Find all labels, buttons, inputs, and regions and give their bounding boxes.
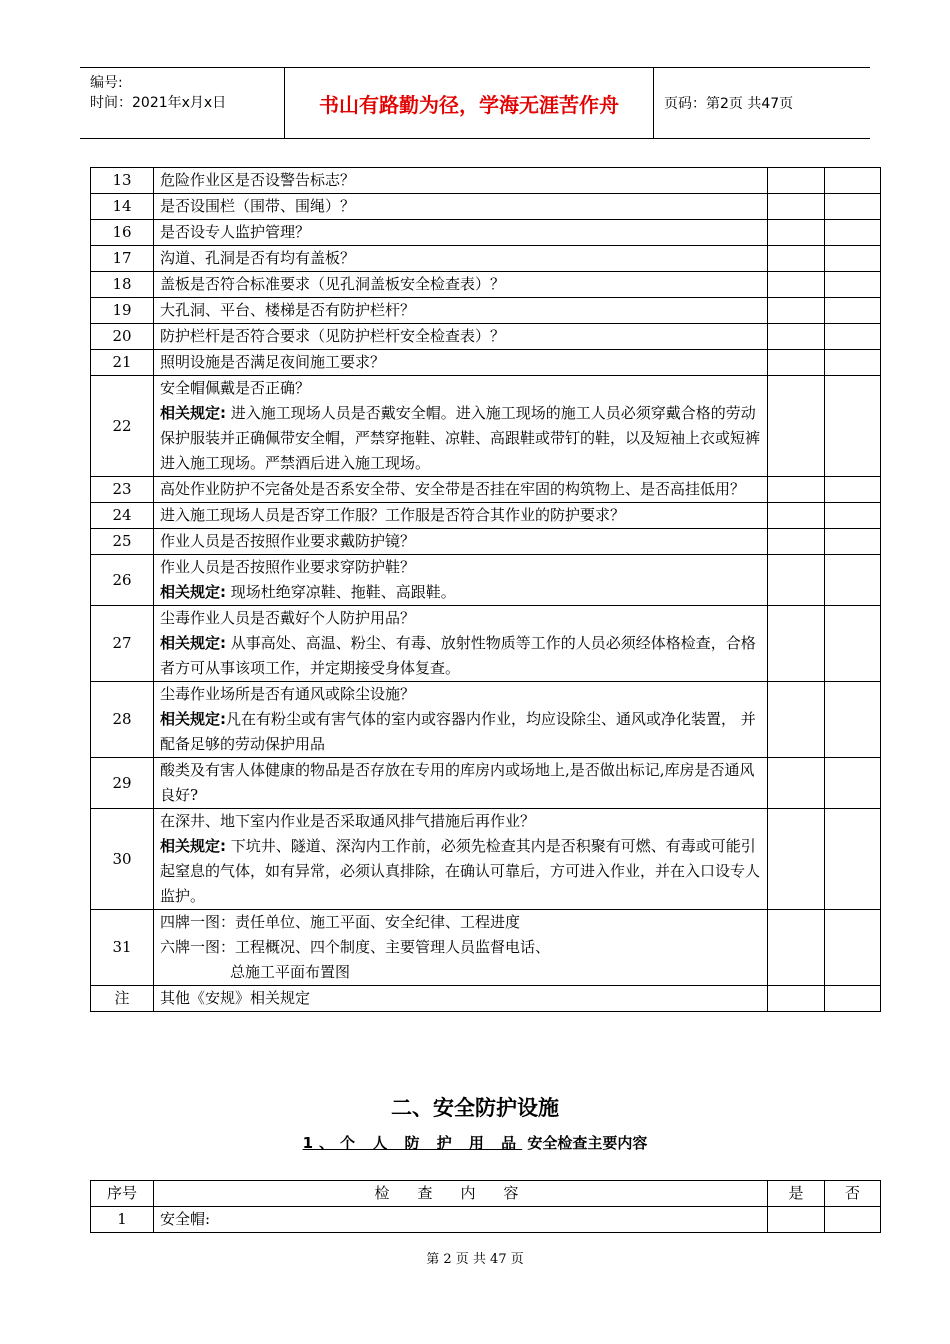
rule-text: 进入施工现场人员是否戴安全帽。进入施工现场的施工人员必须穿戴合格的劳动保护服装并正确佩带安全帽，严禁穿拖鞋、凉鞋、高跟鞋或带钉的鞋，以及短袖上衣或短裤进入施工现场。严禁酒后进入施工现场。 — [160, 404, 761, 472]
row-question: 危险作业区是否设警告标志？ — [154, 168, 768, 194]
table-row — [91, 503, 881, 529]
no-cell[interactable] — [825, 168, 881, 194]
rule-label: 相关规定: — [160, 710, 226, 728]
header-date: 时间：2021年x月x日 — [90, 95, 227, 111]
row-number: 21 — [91, 350, 154, 376]
question-text: 作业人员是否按照作业要求穿防护鞋？ — [160, 558, 416, 576]
no-cell[interactable] — [825, 758, 881, 809]
no-cell[interactable] — [825, 350, 881, 376]
no-cell[interactable] — [825, 477, 881, 503]
no-cell[interactable] — [825, 503, 881, 529]
table-row — [91, 194, 881, 220]
yes-cell[interactable] — [768, 555, 825, 606]
section-subtitle — [0, 1132, 950, 1153]
row-item: 安全帽: — [154, 1207, 768, 1233]
question-text: 安全帽佩戴是否正确？ — [160, 379, 311, 397]
yes-cell[interactable] — [768, 682, 825, 758]
row-question: 酸类及有害人体健康的物品是否存放在专用的库房内或场地上,是否做出标记,库房是否通风良好? — [154, 758, 768, 809]
no-cell[interactable] — [825, 246, 881, 272]
yes-cell[interactable] — [768, 606, 825, 682]
subtitle-underlined: 1、个 人 防 护 用 品 — [302, 1134, 523, 1152]
question-text: 尘毒作业人员是否戴好个人防护用品？ — [160, 609, 416, 627]
row-number: 30 — [91, 809, 154, 910]
no-cell[interactable] — [825, 809, 881, 910]
yes-cell[interactable] — [768, 246, 825, 272]
row-number: 17 — [91, 246, 154, 272]
no-cell[interactable] — [825, 986, 881, 1012]
header-no: 否 — [825, 1181, 881, 1207]
row-number: 23 — [91, 477, 154, 503]
subtitle-rest: 安全检查主要内容 — [522, 1134, 648, 1152]
table-row — [91, 606, 881, 682]
no-cell[interactable] — [825, 272, 881, 298]
table-row — [91, 682, 881, 758]
header-seq: 序号 — [91, 1181, 154, 1207]
row-question: 盖板是否符合标准要求（见孔洞盖板安全检查表）？ — [154, 272, 768, 298]
yes-cell[interactable] — [768, 910, 825, 986]
table-row — [91, 376, 881, 477]
table-row — [91, 246, 881, 272]
checklist-table — [90, 167, 881, 1012]
yes-cell[interactable] — [768, 324, 825, 350]
table-row — [91, 168, 881, 194]
table-row — [91, 758, 881, 809]
question-text: 尘毒作业场所是否有通风或除尘设施？ — [160, 685, 416, 703]
row-number: 27 — [91, 606, 154, 682]
question-text: 在深井、地下室内作业是否采取通风排气措施后再作业？ — [160, 812, 536, 830]
row-number: 25 — [91, 529, 154, 555]
row-question: 沟道、孔洞是否有均有盖板？ — [154, 246, 768, 272]
table-row — [91, 350, 881, 376]
row-number: 注 — [91, 986, 154, 1012]
table-row — [91, 220, 881, 246]
row-question: 是否设围栏（围带、围绳）？ — [154, 194, 768, 220]
row-number: 20 — [91, 324, 154, 350]
header-yes: 是 — [768, 1181, 825, 1207]
signboard-line-3: 总施工平面布置图 — [230, 963, 351, 981]
row-number: 22 — [91, 376, 154, 477]
yes-cell[interactable] — [768, 986, 825, 1012]
no-cell[interactable] — [825, 910, 881, 986]
rule-text: 从事高处、高温、粉尘、有毒、放射性物质等工作的人员必须经体格检查，合格者方可从事该项工作，并定期接受身体复查。 — [160, 634, 756, 677]
yes-cell[interactable] — [768, 194, 825, 220]
rule-label: 相关规定: — [160, 583, 226, 601]
row-number: 19 — [91, 298, 154, 324]
table-row — [91, 477, 881, 503]
row-question: 进入施工现场人员是否穿工作服？工作服是否符合其作业的防护要求？ — [154, 503, 768, 529]
page-header — [80, 67, 870, 139]
rule-text: 现场杜绝穿凉鞋、拖鞋、高跟鞋。 — [230, 583, 456, 601]
rule-label: 相关规定: — [160, 404, 226, 422]
row-question: 其他《安规》相关规定 — [154, 986, 768, 1012]
row-question — [154, 682, 768, 758]
row-question: 大孔洞、平台、楼梯是否有防护栏杆？ — [154, 298, 768, 324]
table-row — [91, 298, 881, 324]
table-row — [91, 986, 881, 1012]
yes-cell[interactable] — [768, 477, 825, 503]
table-row — [91, 809, 881, 910]
signboard-line-1: 四牌一图：责任单位、施工平面、安全纪律、工程进度 — [160, 913, 521, 931]
section-title: 二、安全防护设施 — [391, 1096, 559, 1120]
row-number: 31 — [91, 910, 154, 986]
page-footer: 第 2 页 共 47 页 — [426, 1252, 524, 1267]
row-question — [154, 376, 768, 477]
yes-cell[interactable] — [768, 503, 825, 529]
yes-cell[interactable] — [768, 350, 825, 376]
row-number: 16 — [91, 220, 154, 246]
row-number: 18 — [91, 272, 154, 298]
row-question — [154, 910, 768, 986]
no-cell[interactable] — [825, 1207, 881, 1233]
header-number: 编号: — [90, 75, 123, 91]
table-row — [91, 1207, 881, 1233]
row-number: 28 — [91, 682, 154, 758]
no-cell[interactable] — [825, 555, 881, 606]
header-motto: 书山有路勤为径，学海无涯苦作舟 — [285, 68, 654, 138]
rule-text: 下坑井、隧道、深沟内工作前，必须先检查其内是否积聚有可燃、有毒或可能引起窒息的气体，如有异常，必须认真排除，在确认可靠后，方可进入作业，并在入口设专人监护。 — [160, 837, 761, 905]
row-question — [154, 555, 768, 606]
row-question — [154, 809, 768, 910]
no-cell[interactable] — [825, 298, 881, 324]
rule-text: 凡在有粉尘或有害气体的室内或容器内作业，均应设除尘、通风或净化装置， 并配备足够的劳动保护用品 — [160, 710, 756, 753]
row-question: 是否设专人监护管理？ — [154, 220, 768, 246]
no-cell[interactable] — [825, 606, 881, 682]
no-cell[interactable] — [825, 682, 881, 758]
signboard-line-2: 六牌一图：工程概况、四个制度、主要管理人员监督电话、 — [160, 938, 551, 956]
yes-cell[interactable] — [768, 1207, 825, 1233]
yes-cell[interactable] — [768, 272, 825, 298]
yes-cell[interactable] — [768, 298, 825, 324]
row-question — [154, 606, 768, 682]
no-cell[interactable] — [825, 220, 881, 246]
row-number: 13 — [91, 168, 154, 194]
header-page-info: 页码：第2页 共47页 — [664, 96, 794, 112]
table-row — [91, 324, 881, 350]
table-row — [91, 910, 881, 986]
row-number: 1 — [91, 1207, 154, 1233]
no-cell[interactable] — [825, 194, 881, 220]
row-question: 防护栏杆是否符合要求（见防护栏杆安全检查表）？ — [154, 324, 768, 350]
table-header-row — [91, 1181, 881, 1207]
rule-label: 相关规定: — [160, 634, 226, 652]
header-meta — [80, 68, 285, 138]
no-cell[interactable] — [825, 529, 881, 555]
yes-cell[interactable] — [768, 758, 825, 809]
no-cell[interactable] — [825, 324, 881, 350]
row-question: 照明设施是否满足夜间施工要求？ — [154, 350, 768, 376]
row-question: 高处作业防护不完备处是否系安全带、安全带是否挂在牢固的构筑物上、是否高挂低用？ — [154, 477, 768, 503]
header-content — [154, 1181, 768, 1207]
yes-cell[interactable] — [768, 376, 825, 477]
table-row — [91, 555, 881, 606]
ppe-checklist-table — [90, 1180, 881, 1233]
rule-label: 相关规定: — [160, 837, 226, 855]
yes-cell[interactable] — [768, 529, 825, 555]
yes-cell[interactable] — [768, 809, 825, 910]
yes-cell[interactable] — [768, 168, 825, 194]
table-row — [91, 529, 881, 555]
no-cell[interactable] — [825, 376, 881, 477]
table-row — [91, 272, 881, 298]
header-content-text: 检查内容 — [374, 1184, 547, 1202]
row-number: 14 — [91, 194, 154, 220]
row-number: 26 — [91, 555, 154, 606]
yes-cell[interactable] — [768, 220, 825, 246]
row-number: 24 — [91, 503, 154, 529]
row-question: 作业人员是否按照作业要求戴防护镜？ — [154, 529, 768, 555]
row-number: 29 — [91, 758, 154, 809]
